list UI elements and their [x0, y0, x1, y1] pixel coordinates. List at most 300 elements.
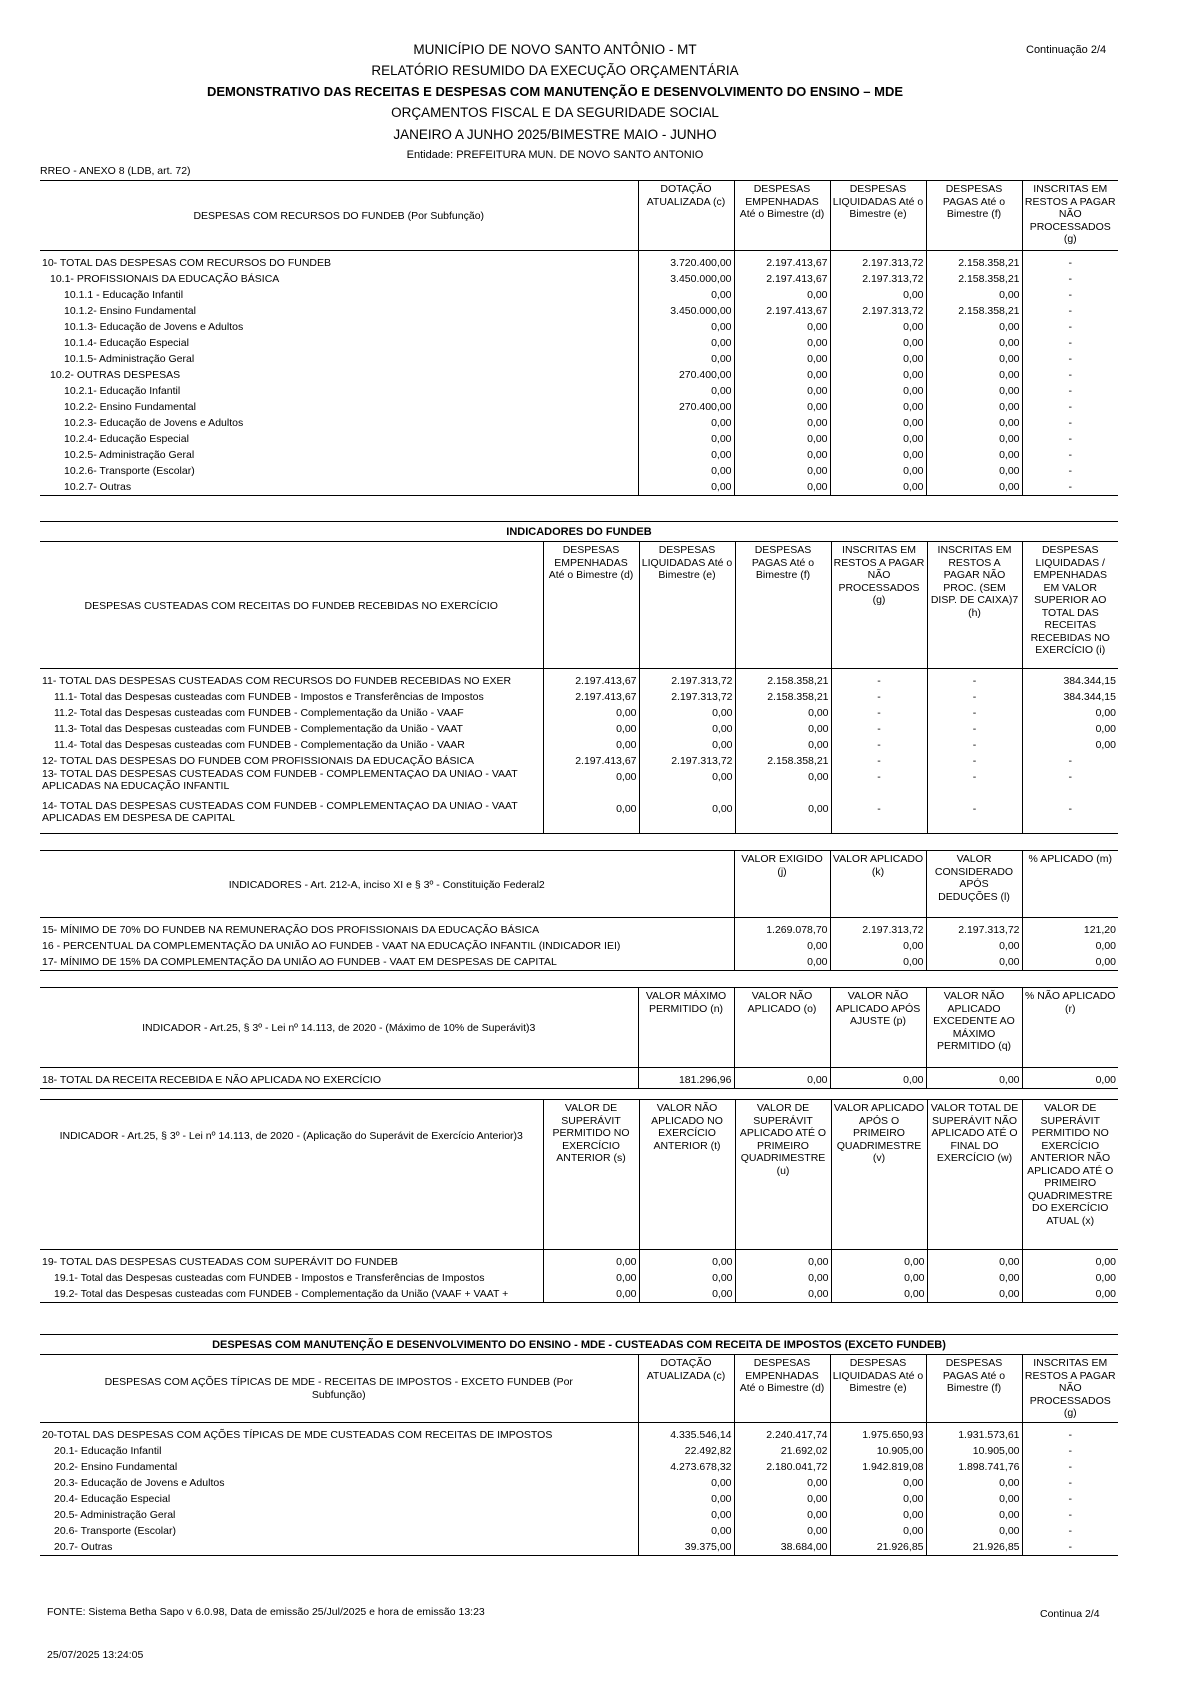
table-row [40, 319, 1118, 335]
table-row [40, 383, 1118, 399]
cell-value: 0,00 [543, 1286, 639, 1303]
cell-value: 0,00 [1022, 1286, 1118, 1303]
cell-value: 0,00 [927, 1250, 1022, 1271]
cell-value: 2.197.413,67 [543, 753, 639, 769]
cell-value: 0,00 [927, 1270, 1022, 1286]
col-header: DESPESAS EMPENHADAS Até o Bimestre (d) [543, 542, 639, 669]
cell-value: 0,00 [734, 447, 830, 463]
cell-value: 0,00 [735, 721, 831, 737]
cell-value: 2.197.313,72 [830, 251, 926, 272]
cell-value: 0,00 [543, 705, 639, 721]
table-row [40, 415, 1118, 431]
cell-value: 0,00 [543, 737, 639, 753]
cell-value: 22.492,82 [638, 1443, 734, 1459]
cell-value: 0,00 [638, 447, 734, 463]
cell-value: - [1068, 1525, 1072, 1537]
col-header: DESPESAS PAGAS Até o Bimestre (f) [735, 542, 831, 669]
row-label: 20.3- Educação de Jovens e Adultos [40, 1475, 638, 1491]
col-header: VALOR DE SUPERÁVIT PERMITIDO NO EXERCÍCIO ANTERIOR NÃO APLICADO ATÉ O PRIMEIRO QUADRIMESTRE DO EXERCÍCIO ATUAL (x) [1022, 1100, 1118, 1250]
cell-value: 0,00 [830, 1523, 926, 1539]
source-note: FONTE: Sistema Betha Sapo v 6.0.98, Data de emissão 25/Jul/2025 e hora de emissão 13:23 [47, 1606, 485, 1618]
cell-value: 0,00 [926, 1523, 1022, 1539]
row-label: 10.1.1 - Educação Infantil [40, 287, 638, 303]
row-label: 20.5- Administração Geral [40, 1507, 638, 1523]
cell-value: 21.926,85 [926, 1539, 1022, 1556]
row-label: 20.6- Transporte (Escolar) [40, 1523, 638, 1539]
table-row [40, 954, 1118, 971]
municipality-title: MUNICÍPIO DE NOVO SANTO ANTÔNIO - MT [413, 42, 697, 57]
cell-value: 0,00 [735, 1250, 831, 1271]
cell-value: 0,00 [639, 721, 735, 737]
cell-value: 2.197.413,67 [543, 669, 639, 690]
col-header: DESPESAS LIQUIDADAS Até o Bimestre (e) [639, 542, 735, 669]
cell-value: - [1068, 1509, 1072, 1521]
cell-value: 0,00 [638, 383, 734, 399]
emission-datetime: 25/07/2025 13:24:05 [47, 1649, 144, 1661]
annex-label: RREO - ANEXO 8 (LDB, art. 72) [40, 165, 191, 177]
cell-value: 0,00 [831, 1270, 927, 1286]
table-row [40, 463, 1118, 479]
cell-value: 0,00 [830, 479, 926, 496]
cell-value: 0,00 [638, 319, 734, 335]
col-header: VALOR TOTAL DE SUPERÁVIT NÃO APLICADO ATÉ O FINAL DO EXERCÍCIO (w) [927, 1100, 1022, 1250]
cell-value: 2.240.417,74 [734, 1423, 830, 1444]
statement-title: DEMONSTRATIVO DAS RECEITAS E DESPESAS COM MANUTENÇÃO E DESENVOLVIMENTO DO ENSINO – MDE [206, 84, 904, 99]
cell-value: 0,00 [638, 351, 734, 367]
cell-value: 0,00 [735, 705, 831, 721]
col-header: DESPESAS EMPENHADAS Até o Bimestre (d) [734, 1355, 830, 1423]
cell-value: 0,00 [639, 769, 735, 801]
cell-value: 0,00 [1095, 723, 1116, 735]
col-header: INDICADORES - Art. 212-A, inciso XI e § 3º - Constituição Federal2 [40, 851, 734, 918]
cell-value: - [1068, 1445, 1072, 1457]
cell-value: 2.197.313,72 [830, 303, 926, 319]
cell-value: 2.197.313,72 [830, 918, 926, 939]
table-row [40, 303, 1118, 319]
cell-value: 0,00 [831, 1250, 927, 1271]
row-label: 18- TOTAL DA RECEITA RECEBIDA E NÃO APLICADA NO EXERCÍCIO [40, 1068, 638, 1089]
cell-value: 2.158.358,21 [926, 251, 1022, 272]
cell-value: - [927, 721, 1022, 737]
cell-value: 2.158.358,21 [735, 669, 831, 690]
cell-value: 0,00 [1095, 739, 1116, 751]
cell-value: - [1068, 755, 1072, 767]
cell-value: 0,00 [638, 463, 734, 479]
cell-value: - [1068, 417, 1072, 429]
period-title: JANEIRO A JUNHO 2025/BIMESTRE MAIO - JUNHO [393, 127, 717, 142]
cell-value: 4.273.678,32 [638, 1459, 734, 1475]
cell-value: - [1022, 479, 1118, 496]
cell-value: 0,00 [830, 351, 926, 367]
row-label: 10.2.5- Administração Geral [40, 447, 638, 463]
cell-value: 270.400,00 [638, 367, 734, 383]
entity-label: Entidade: PREFEITURA MUN. DE NOVO SANTO ANTONIO [406, 149, 704, 161]
table-row [40, 1523, 1118, 1539]
cell-value: 0,00 [734, 1491, 830, 1507]
table-row [40, 1270, 1118, 1286]
cell-value: 0,00 [638, 335, 734, 351]
cell-value: 0,00 [734, 1068, 830, 1089]
col-header: % NÃO APLICADO (r) [1022, 988, 1118, 1068]
cell-value: 0,00 [830, 1491, 926, 1507]
cell-value: 0,00 [926, 938, 1022, 954]
row-label: 19.1- Total das Despesas custeadas com FUNDEB - Impostos e Transferências de Impostos [40, 1270, 543, 1286]
col-header: DESPESAS CUSTEADAS COM RECEITAS DO FUNDEB RECEBIDAS NO EXERCÍCIO [40, 542, 543, 669]
cell-value: - [1068, 321, 1072, 333]
cell-value: - [831, 705, 927, 721]
cell-value: 0,00 [639, 1286, 735, 1303]
cell-value: 121,20 [1083, 924, 1116, 936]
table-row [40, 1423, 1118, 1444]
table-row [40, 1491, 1118, 1507]
cell-value: 0,00 [638, 415, 734, 431]
cell-value: 0,00 [543, 1270, 639, 1286]
col-header: DOTAÇÃO ATUALIZADA (c) [638, 181, 734, 251]
cell-value: 0,00 [638, 431, 734, 447]
row-label: 10.2.2- Ensino Fundamental [40, 399, 638, 415]
cell-value: 4.335.546,14 [638, 1423, 734, 1444]
cell-value: 0,00 [926, 287, 1022, 303]
table-row [40, 1507, 1118, 1523]
cell-value: 0,00 [926, 383, 1022, 399]
cell-value: 0,00 [830, 399, 926, 415]
row-label: 20-TOTAL DAS DESPESAS COM AÇÕES TÍPICAS DE MDE CUSTEADAS COM RECEITAS DE IMPOSTOS [40, 1423, 638, 1444]
col-header: INSCRITAS EM RESTOS A PAGAR NÃO PROCESSADOS (g) [1022, 1355, 1118, 1423]
cell-value: 0,00 [926, 1068, 1022, 1089]
row-label: 10.1.3- Educação de Jovens e Adultos [40, 319, 638, 335]
table-row [40, 1286, 1118, 1303]
row-label: 10.2.1- Educação Infantil [40, 383, 638, 399]
cell-value: 3.720.400,00 [638, 251, 734, 272]
cell-value: 0,00 [926, 479, 1022, 496]
cell-value: 0,00 [734, 335, 830, 351]
cell-value: 0,00 [734, 431, 830, 447]
cell-value: - [831, 689, 927, 705]
row-label: 10.2.4- Educação Especial [40, 431, 638, 447]
cell-value: 0,00 [830, 415, 926, 431]
col-header: DESPESAS EMPENHADAS Até o Bimestre (d) [734, 181, 830, 251]
cell-value: - [1022, 801, 1118, 833]
mde-taxes-title: DESPESAS COM MANUTENÇÃO E DESENVOLVIMENTO DO ENSINO - MDE - CUSTEADAS COM RECEITA DE IMPOSTOS (EXCETO FUNDEB) [212, 1339, 946, 1351]
row-label: 10.2.7- Outras [40, 479, 638, 496]
col-header: INSCRITAS EM RESTOS A PAGAR NÃO PROCESSADOS (g) [831, 542, 927, 669]
table-row [40, 705, 1118, 721]
cell-value: 2.197.413,67 [734, 251, 830, 272]
cell-value: 0,00 [543, 721, 639, 737]
budget-title: ORÇAMENTOS FISCAL E DA SEGURIDADE SOCIAL [391, 105, 719, 120]
row-label: 11.3- Total das Despesas custeadas com FUNDEB - Complementação da União - VAAT [40, 721, 543, 737]
constitutional-indicators-table [40, 850, 1118, 971]
col-header: DESPESAS COM AÇÕES TÍPICAS DE MDE - RECEITAS DE IMPOSTOS - EXCETO FUNDEB (Por Subfunção) [40, 1355, 638, 1423]
cell-value: 0,00 [734, 415, 830, 431]
row-label: 10.1.4- Educação Especial [40, 335, 638, 351]
table-row [40, 335, 1118, 351]
col-header: DESPESAS LIQUIDADAS Até o Bimestre (e) [830, 181, 926, 251]
cell-value: 0,00 [831, 1286, 927, 1303]
row-label: 19.2- Total das Despesas custeadas com FUNDEB - Complementação da União (VAAF + VAAT + [40, 1286, 543, 1303]
cell-value: - [1068, 449, 1072, 461]
table-row [40, 1068, 1118, 1089]
cell-value: 0,00 [543, 801, 639, 833]
cell-value: 0,00 [734, 287, 830, 303]
cell-value: 2.197.313,72 [830, 271, 926, 287]
cell-value: 3.450.000,00 [638, 303, 734, 319]
cell-value: 0,00 [734, 479, 830, 496]
table-row [40, 1539, 1118, 1556]
row-label: 10.1- PROFISSIONAIS DA EDUCAÇÃO BÁSICA [40, 271, 638, 287]
col-header: VALOR NÃO APLICADO (o) [734, 988, 830, 1068]
cell-value: - [927, 801, 1022, 833]
cell-value: 0,00 [735, 737, 831, 753]
cell-value: 2.180.041,72 [734, 1459, 830, 1475]
row-label: 20.1- Educação Infantil [40, 1443, 638, 1459]
cell-value: 0,00 [638, 1523, 734, 1539]
cell-value: - [927, 669, 1022, 690]
col-header: INDICADOR - Art.25, § 3º - Lei nº 14.113, de 2020 - (Máximo de 10% de Superávit)3 [40, 988, 638, 1068]
table-row [40, 769, 1118, 801]
table-row [40, 271, 1118, 287]
table-row [40, 351, 1118, 367]
cell-value: 0,00 [734, 954, 830, 971]
cell-value: 0,00 [638, 479, 734, 496]
cell-value: - [1068, 337, 1072, 349]
table-row [40, 737, 1118, 753]
row-label: 10.1.5- Administração Geral [40, 351, 638, 367]
row-label: 11- TOTAL DAS DESPESAS CUSTEADAS COM RECURSOS DO FUNDEB RECEBIDAS NO EXER [40, 669, 543, 690]
col-header: VALOR MÁXIMO PERMITIDO (n) [638, 988, 734, 1068]
table-row [40, 918, 1118, 939]
col-header: % APLICADO (m) [1022, 851, 1118, 918]
cell-value: 384.344,15 [1063, 691, 1116, 703]
cell-value: 2.158.358,21 [926, 303, 1022, 319]
col-header: VALOR EXIGIDO (j) [734, 851, 830, 918]
cell-value: 0,00 [830, 367, 926, 383]
cell-value: 2.197.413,67 [734, 271, 830, 287]
cell-value: - [1068, 1477, 1072, 1489]
table-row [40, 721, 1118, 737]
cell-value: 0,00 [830, 463, 926, 479]
cell-value: 0,00 [926, 431, 1022, 447]
cell-value: 0,00 [734, 1523, 830, 1539]
fundeb-expenses-table [40, 180, 1118, 496]
cell-value: 38.684,00 [734, 1539, 830, 1556]
cell-value: 0,00 [830, 1068, 926, 1089]
cell-value: - [1068, 771, 1072, 783]
table-row [40, 1475, 1118, 1491]
cell-value: 0,00 [734, 1475, 830, 1491]
cell-value: 0,00 [926, 954, 1022, 971]
cell-value: 0,00 [734, 399, 830, 415]
table-row [40, 1443, 1118, 1459]
cell-value: 0,00 [734, 383, 830, 399]
cell-value: 270.400,00 [638, 399, 734, 415]
cell-value: 1.269.078,70 [734, 918, 830, 939]
cell-value: 2.158.358,21 [735, 753, 831, 769]
table-row [40, 287, 1118, 303]
cell-value: 2.197.313,72 [926, 918, 1022, 939]
col-header: VALOR DE SUPERÁVIT PERMITIDO NO EXERCÍCIO ANTERIOR (s) [543, 1100, 639, 1250]
cell-value: 1.942.819,08 [830, 1459, 926, 1475]
cell-value: 2.158.358,21 [735, 689, 831, 705]
cell-value: 0,00 [926, 447, 1022, 463]
continua-label: Continua 2/4 [1040, 1608, 1100, 1620]
row-label: 10.2.6- Transporte (Escolar) [40, 463, 638, 479]
table-row [40, 689, 1118, 705]
cell-value: 0,00 [926, 319, 1022, 335]
cell-value: 0,00 [830, 938, 926, 954]
cell-value: 0,00 [926, 367, 1022, 383]
cell-value: 181.296,96 [638, 1068, 734, 1089]
col-header: VALOR DE SUPERÁVIT APLICADO ATÉ O PRIMEIRO QUADRIMESTRE (u) [735, 1100, 831, 1250]
row-label: 13- TOTAL DAS DESPESAS CUSTEADAS COM FUNDEB - COMPLEMENTAÇÃO DA UNIÃO - VAAT APLICADAS NA EDUCAÇÃO INFANTIL [40, 769, 543, 801]
col-header: DESPESAS COM RECURSOS DO FUNDEB (Por Subfunção) [40, 181, 638, 251]
surplus-application-table [40, 1099, 1118, 1303]
row-label: 12- TOTAL DAS DESPESAS DO FUNDEB COM PROFISSIONAIS DA EDUCAÇÃO BÁSICA [40, 753, 543, 769]
col-header: VALOR NÃO APLICADO APÓS AJUSTE (p) [830, 988, 926, 1068]
table-row [40, 753, 1118, 769]
cell-value: 0,00 [543, 1250, 639, 1271]
cell-value: 0,00 [1095, 940, 1116, 952]
cell-value: 0,00 [734, 938, 830, 954]
row-label: 15- MÍNIMO DE 70% DO FUNDEB NA REMUNERAÇÃO DOS PROFISSIONAIS DA EDUCAÇÃO BÁSICA [40, 918, 734, 939]
col-header: INDICADOR - Art.25, § 3º - Lei nº 14.113, de 2020 - (Aplicação do Superávit de Exercício Anterior)3 [40, 1100, 543, 1250]
cell-value: - [1068, 257, 1072, 269]
table-row [40, 801, 1118, 833]
cell-value: 3.450.000,00 [638, 271, 734, 287]
cell-value: 0,00 [830, 1507, 926, 1523]
cell-value: 0,00 [926, 463, 1022, 479]
row-label: 20.4- Educação Especial [40, 1491, 638, 1507]
cell-value: - [927, 737, 1022, 753]
cell-value: 0,00 [830, 319, 926, 335]
cell-value: - [831, 801, 927, 833]
col-header: INSCRITAS EM RESTOS A PAGAR NÃO PROC. (SEM DISP. DE CAIXA)7 (h) [927, 542, 1022, 669]
cell-value: 1.898.741,76 [926, 1459, 1022, 1475]
fundeb-indicators-table [40, 541, 1118, 834]
cell-value: 0,00 [735, 801, 831, 833]
cell-value: 21.926,85 [830, 1539, 926, 1556]
cell-value: 0,00 [639, 801, 735, 833]
cell-value: 0,00 [639, 737, 735, 753]
cell-value: - [831, 769, 927, 801]
cell-value: 0,00 [926, 351, 1022, 367]
cell-value: 1.975.650,93 [830, 1423, 926, 1444]
cell-value: 2.197.413,67 [543, 689, 639, 705]
cell-value: 0,00 [830, 335, 926, 351]
cell-value: - [831, 753, 927, 769]
cell-value: 0,00 [926, 335, 1022, 351]
cell-value: - [927, 769, 1022, 801]
row-label: 16 - PERCENTUAL DA COMPLEMENTAÇÃO DA UNIÃO AO FUNDEB - VAAT NA EDUCAÇÃO INFANTIL (INDICADOR IEI) [40, 938, 734, 954]
cell-value: 2.197.313,72 [639, 753, 735, 769]
cell-value: - [1068, 1493, 1072, 1505]
cell-value: - [1068, 401, 1072, 413]
cell-value: 0,00 [830, 287, 926, 303]
table-row [40, 1250, 1118, 1271]
cell-value: 0,00 [734, 463, 830, 479]
cell-value: 0,00 [1022, 954, 1118, 971]
cell-value: - [1068, 273, 1072, 285]
row-label: 10- TOTAL DAS DESPESAS COM RECURSOS DO FUNDEB [40, 251, 638, 272]
table-row [40, 431, 1118, 447]
row-label: 19- TOTAL DAS DESPESAS CUSTEADAS COM SUPERÁVIT DO FUNDEB [40, 1250, 543, 1271]
cell-value: - [1068, 385, 1072, 397]
cell-value: 0,00 [638, 287, 734, 303]
cell-value: - [1068, 433, 1072, 445]
cell-value: 0,00 [927, 1286, 1022, 1303]
cell-value: 0,00 [1095, 1272, 1116, 1284]
cell-value: 0,00 [734, 1507, 830, 1523]
col-header: VALOR APLICADO (k) [830, 851, 926, 918]
cell-value: - [1068, 1429, 1072, 1441]
cell-value: 0,00 [1095, 707, 1116, 719]
cell-value: 0,00 [830, 447, 926, 463]
cell-value: 384.344,15 [1063, 675, 1116, 687]
cell-value: - [831, 669, 927, 690]
table-row [40, 447, 1118, 463]
cell-value: - [831, 721, 927, 737]
cell-value: 2.158.358,21 [926, 271, 1022, 287]
cell-value: 2.197.313,72 [639, 669, 735, 690]
cell-value: 0,00 [926, 415, 1022, 431]
table-row [40, 251, 1118, 272]
cell-value: - [1068, 305, 1072, 317]
cell-value: 0,00 [926, 399, 1022, 415]
col-header: DESPESAS PAGAS Até o Bimestre (f) [926, 1355, 1022, 1423]
cell-value: 21.692,02 [734, 1443, 830, 1459]
continuation-label: Continuação 2/4 [1026, 44, 1107, 56]
cell-value: 0,00 [735, 1286, 831, 1303]
row-label: 10.1.2- Ensino Fundamental [40, 303, 638, 319]
cell-value: 0,00 [638, 1475, 734, 1491]
cell-value: 0,00 [1095, 1256, 1116, 1268]
col-header: INSCRITAS EM RESTOS A PAGAR NÃO PROCESSADOS (g) [1022, 181, 1118, 251]
cell-value: 0,00 [1022, 1068, 1118, 1089]
cell-value: 0,00 [735, 1270, 831, 1286]
cell-value: 2.197.413,67 [734, 303, 830, 319]
cell-value: 2.197.313,72 [639, 689, 735, 705]
cell-value: 10.905,00 [830, 1443, 926, 1459]
row-label: 11.2- Total das Despesas custeadas com FUNDEB - Complementação da União - VAAF [40, 705, 543, 721]
col-header: VALOR NÃO APLICADO NO EXERCÍCIO ANTERIOR (t) [639, 1100, 735, 1250]
col-header: DOTAÇÃO ATUALIZADA (c) [638, 1355, 734, 1423]
cell-value: 39.375,00 [638, 1539, 734, 1556]
cell-value: - [1068, 369, 1072, 381]
cell-value: 0,00 [926, 1507, 1022, 1523]
row-label: 11.4- Total das Despesas custeadas com FUNDEB - Complementação da União - VAAR [40, 737, 543, 753]
cell-value: 0,00 [639, 1250, 735, 1271]
row-label: 17- MÍNIMO DE 15% DA COMPLEMENTAÇÃO DA UNIÃO AO FUNDEB - VAAT EM DESPESAS DE CAPITAL [40, 954, 734, 971]
cell-value: 1.931.573,61 [926, 1423, 1022, 1444]
cell-value: - [927, 689, 1022, 705]
col-header: DESPESAS LIQUIDADAS Até o Bimestre (e) [830, 1355, 926, 1423]
cell-value: 0,00 [926, 1475, 1022, 1491]
row-label: 10.2.3- Educação de Jovens e Adultos [40, 415, 638, 431]
cell-value: 0,00 [639, 1270, 735, 1286]
table-row [40, 367, 1118, 383]
cell-value: 0,00 [638, 1491, 734, 1507]
cell-value: - [831, 737, 927, 753]
col-header: DESPESAS PAGAS Até o Bimestre (f) [926, 181, 1022, 251]
table-row [40, 669, 1118, 690]
surplus-max-table [40, 987, 1118, 1089]
report-title: RELATÓRIO RESUMIDO DA EXECUÇÃO ORÇAMENTÁRIA [371, 63, 739, 78]
cell-value: 0,00 [734, 319, 830, 335]
table-row [40, 938, 1118, 954]
cell-value: - [927, 705, 1022, 721]
cell-value: - [1068, 1461, 1072, 1473]
cell-value: 0,00 [639, 705, 735, 721]
